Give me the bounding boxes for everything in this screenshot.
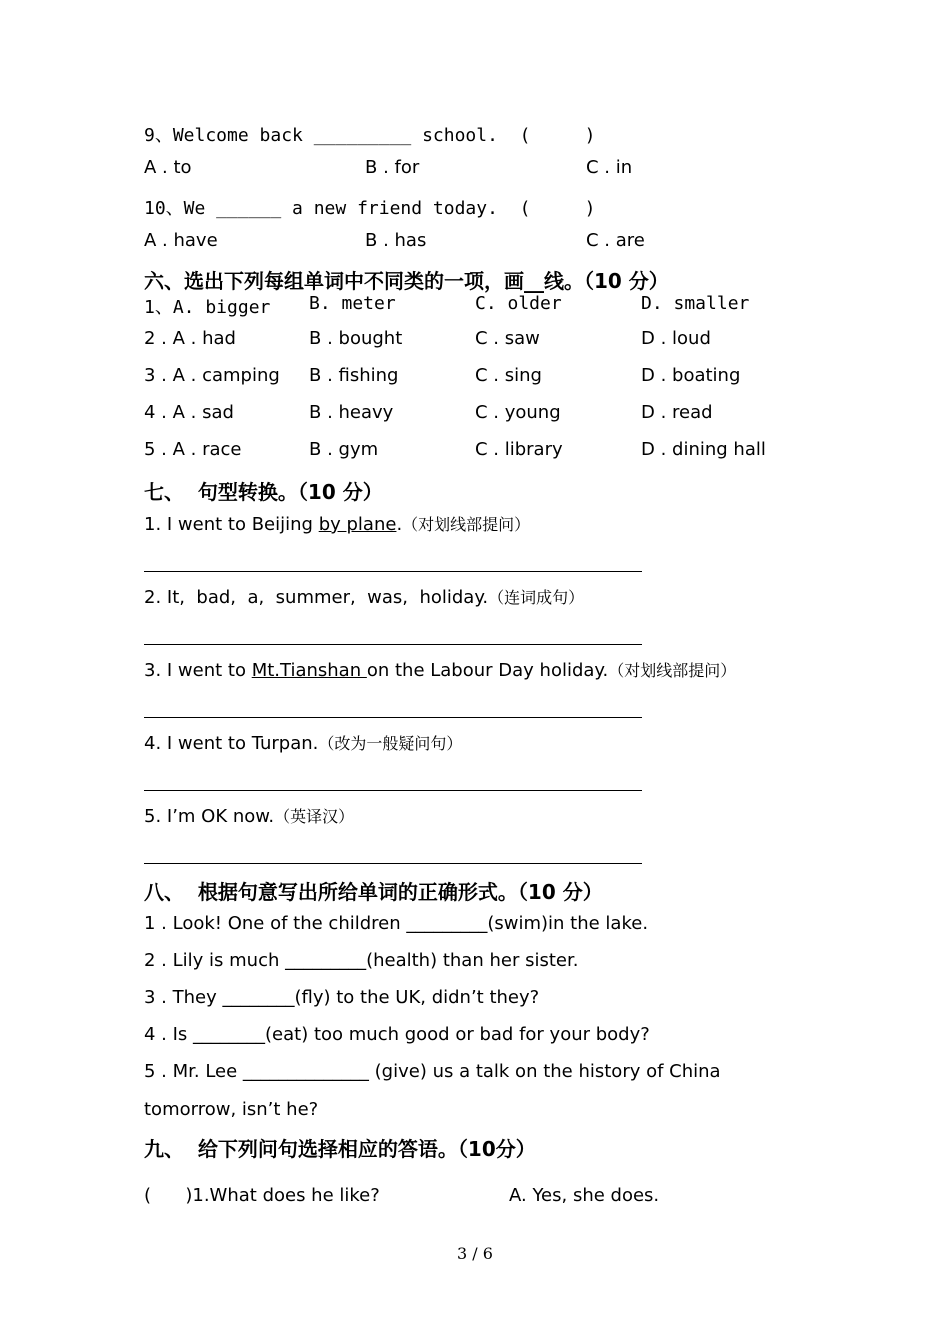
s7-question-2 bbox=[144, 585, 584, 608]
s7-q4-text: 4. I went to Turpan. bbox=[144, 733, 319, 754]
answer-line-4[interactable] bbox=[144, 790, 642, 791]
s9-question-1: ( )1.What does he like? bbox=[144, 1185, 380, 1206]
s7-q3-pre: 3. I went to bbox=[144, 660, 252, 681]
s6-row1-a: 1、A. bigger bbox=[144, 297, 271, 318]
s7-question-3 bbox=[144, 658, 736, 681]
s6-row5-d: D . dining hall bbox=[641, 439, 766, 460]
q10-option-a: A . have bbox=[144, 230, 218, 251]
s7-q3-underlined: Mt.Tianshan bbox=[251, 660, 367, 681]
s7-q5-text: 5. I’m OK now. bbox=[144, 806, 275, 827]
s6-row1-d: D. smaller bbox=[641, 293, 750, 314]
s9-answer-a: A. Yes, she does. bbox=[509, 1185, 660, 1206]
q10-option-b: B . has bbox=[365, 230, 427, 251]
s7-q2-text: 2. It, bad, a, summer, was, holiday. bbox=[144, 587, 489, 608]
q10-option-c: C . are bbox=[586, 230, 645, 251]
s6-row4-c: C . young bbox=[475, 402, 561, 423]
question-9: 9、Welcome back _________ school. ( ) bbox=[144, 125, 596, 146]
s7-question-1 bbox=[144, 512, 530, 535]
s6-row4-d: D . read bbox=[641, 402, 713, 423]
s6-row2-d: D . loud bbox=[641, 328, 711, 349]
s8-item-4: 4 . Is ________(eat) too much good or bad for your body? bbox=[144, 1024, 650, 1045]
s8-item-3: 3 . They ________(fly) to the UK, didn’t they? bbox=[144, 987, 540, 1008]
s7-q1-underlined: by plane bbox=[318, 514, 397, 535]
s6-row3-d: D . boating bbox=[641, 365, 741, 386]
s6-row4-a: 4 . A . sad bbox=[144, 402, 234, 423]
section-6-heading: 六、选出下列每组单词中不同类的一项，画__线。（10 分） bbox=[144, 269, 669, 293]
answer-line-3[interactable] bbox=[144, 717, 642, 718]
s6-row3-a: 3 . A . camping bbox=[144, 365, 280, 386]
s6-row3-b: B . fishing bbox=[309, 365, 399, 386]
section-7-heading: 七、 句型转换。（10 分） bbox=[144, 480, 383, 504]
s7-q4-note: （改为一般疑问句） bbox=[318, 734, 463, 753]
s6-row5-b: B . gym bbox=[309, 439, 379, 460]
s6-row5-a: 5 . A . race bbox=[144, 439, 242, 460]
s7-q5-note: （英译汉） bbox=[274, 807, 355, 826]
s6-row1-c: C. older bbox=[475, 293, 562, 314]
s7-q3-post: on the Labour Day holiday. bbox=[366, 660, 609, 681]
section-8-heading: 八、 根据句意写出所给单词的正确形式。（10 分） bbox=[144, 880, 603, 904]
s6-row3-c: C . sing bbox=[475, 365, 542, 386]
answer-line-2[interactable] bbox=[144, 644, 642, 645]
s8-item-5: 5 . Mr. Lee ______________ (give) us a talk on the history of China bbox=[144, 1061, 721, 1082]
s6-row5-c: C . library bbox=[475, 439, 563, 460]
q9-option-b: B . for bbox=[365, 157, 420, 178]
page-number: 3 / 6 bbox=[457, 1244, 493, 1263]
s6-row2-c: C . saw bbox=[475, 328, 540, 349]
s6-row4-b: B . heavy bbox=[309, 402, 394, 423]
s7-q1-post: . bbox=[396, 514, 403, 535]
s8-item-1: 1 . Look! One of the children _________(swim)in the lake. bbox=[144, 913, 649, 934]
s8-item-2: 2 . Lily is much _________(health) than her sister. bbox=[144, 950, 579, 971]
s8-item-5-cont: tomorrow, isn’t he? bbox=[144, 1099, 319, 1120]
s7-q1-note: （对划线部提问） bbox=[402, 515, 531, 534]
s7-question-4 bbox=[144, 731, 462, 754]
answer-line-1[interactable] bbox=[144, 571, 642, 572]
answer-line-5[interactable] bbox=[144, 863, 642, 864]
s6-row2-a: 2 . A . had bbox=[144, 328, 236, 349]
s7-q1-pre: 1. I went to Beijing bbox=[144, 514, 319, 535]
question-10: 10、We ______ a new friend today. ( ) bbox=[144, 198, 596, 219]
section-9-heading: 九、 给下列问句选择相应的答语。（10分） bbox=[144, 1137, 536, 1161]
q9-option-c: C . in bbox=[586, 157, 633, 178]
s6-row2-b: B . bought bbox=[309, 328, 403, 349]
s6-row1-b: B. meter bbox=[309, 293, 396, 314]
s7-question-5 bbox=[144, 804, 354, 827]
q9-option-a: A . to bbox=[144, 157, 192, 178]
s7-q2-note: （连词成句） bbox=[488, 588, 585, 607]
s7-q3-note: （对划线部提问） bbox=[608, 661, 737, 680]
